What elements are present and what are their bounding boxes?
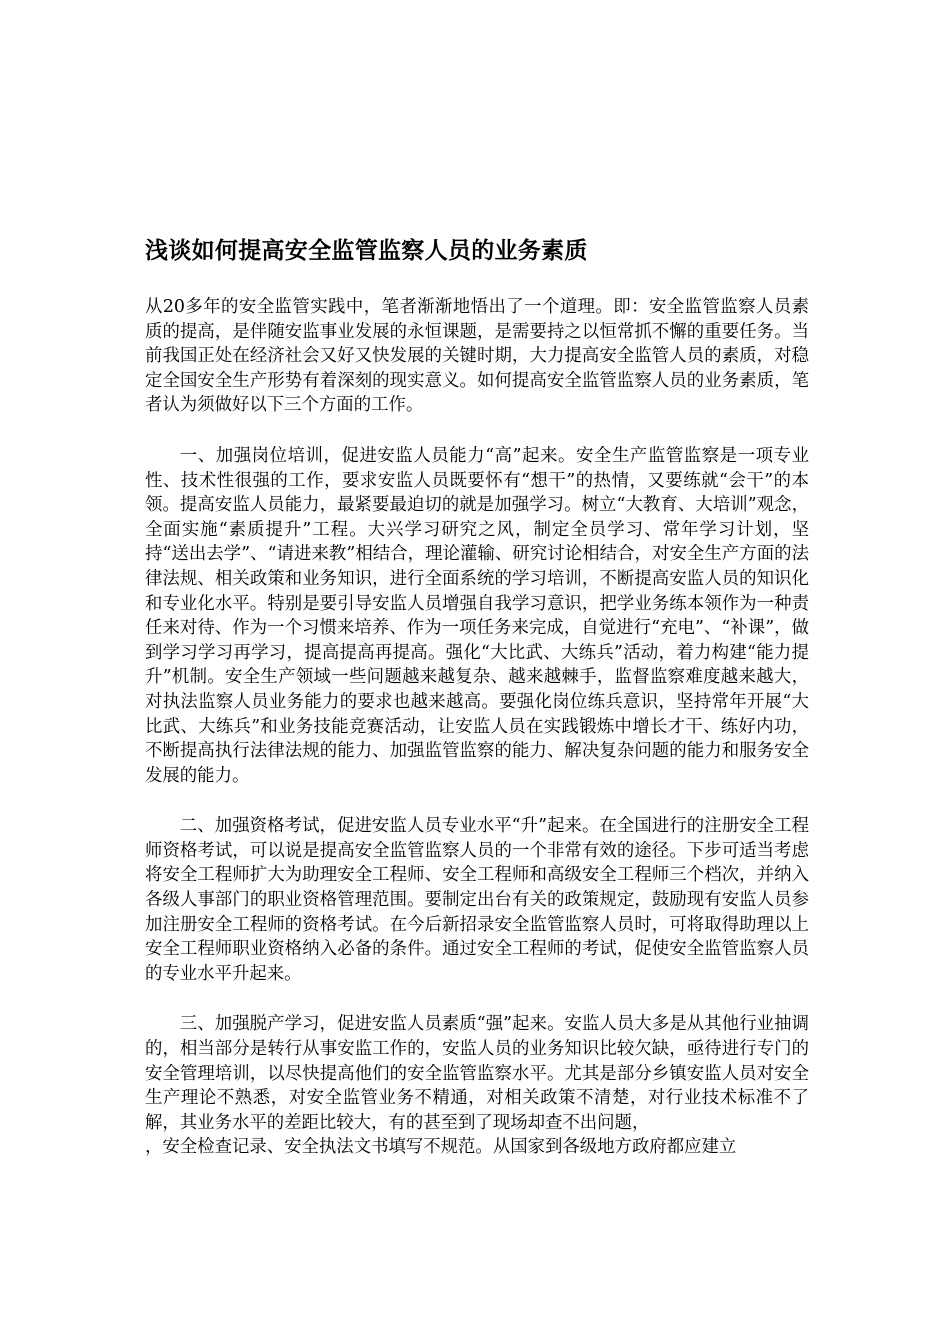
- paragraph-intro: 从20多年的安全监管实践中，笔者渐渐地悟出了一个道理。即：安全监管监察人员素质的提高，是伴随安监事业发展的永恒课题，是需要持之以恒常抓不懈的重要任务。当前我国正处在经济社会又好又快发展的关键时期，大力提高安全监管人员的素质，对稳定全国安全生产形势有着深刻的现实意义。如何提高安全监管监察人员的业务素质，笔者认为须做好以下三个方面的工作。: [145, 297, 809, 416]
- document-body: [145, 295, 809, 1160]
- paragraph-section-1: 一、加强岗位培训，促进安监人员能力“高”起来。安全生产监管监察是一项专业性、技术性很强的工作，要求安监人员既要怀有“想干”的热情，又要练就“会干”的本领。提高安监人员能力，最紧要最迫切的就是加强学习。树立“大教育、大培训”观念，全面实施“素质提升”工程。大兴学习研究之风，制定全员学习、常年学习计划，坚持“送出去学”、“请进来教”相结合，理论灌输、研究讨论相结合，对安全生产方面的法律法规、相关政策和业务知识，进行全面系统的学习培训，不断提高安监人员的知识化和专业化水平。特别是要引导安监人员增强自我学习意识，把学业务练本领作为一种责任来对待、作为一个习惯来培养、作为一项任务来完成，自觉进行“充电”、“补课”，做到学习学习再学习，提高提高再提高。强化“大比武、大练兵”活动，着力构建“能力提升”机制。安全生产领域一些问题越来越复杂、越来越棘手，监督监察难度越来越大，对执法监察人员业务能力的要求也越来越高。要强化岗位练兵意识，坚持常年开展“大比武、大练兵”和业务技能竞赛活动，让安监人员在实践锻炼中增长才干、练好内功，不断提高执行法律法规的能力、加强监管监察的能力、解决复杂问题的能力和服务安全发展的能力。: [145, 445, 809, 786]
- paragraph-continuation: ，安全检查记录、安全执法文书填写不规范。从国家到各级地方政府都应建立: [145, 1137, 737, 1158]
- paragraph-section-3: 三、加强脱产学习，促进安监人员素质“强”起来。安监人员大多是从其他行业抽调的，相当部分是转行从事安监工作的，安监人员的业务知识比较欠缺，亟待进行专门的安全管理培训，以尽快提高他们的安全监管监察水平。尤其是部分乡镇安监人员对安全生产理论不熟悉，对安全监管业务不精通，对相关政策不清楚，对行业技术标准不了解，其业务水平的差距比较大，有的甚至到了现场却查不出问题，: [145, 1014, 809, 1133]
- document-title: 浅谈如何提高安全监管监察人员的业务素质: [145, 238, 588, 264]
- paragraph-section-2: 二、加强资格考试，促进安监人员专业水平“升”起来。在全国进行的注册安全工程师资格考试，可以说是提高安全监管监察人员的一个非常有效的途径。下步可适当考虑将安全工程师扩大为助理安全工程师、安全工程师和高级安全工程师三个档次，并纳入各级人事部门的职业资格管理范围。要制定出台有关的政策规定，鼓励现有安监人员参加注册安全工程师的资格考试。在今后新招录安全监管监察人员时，可将取得助理以上安全工程师职业资格纳入必备的条件。通过安全工程师的考试，促使安全监管监察人员的专业水平升起来。: [145, 816, 809, 984]
